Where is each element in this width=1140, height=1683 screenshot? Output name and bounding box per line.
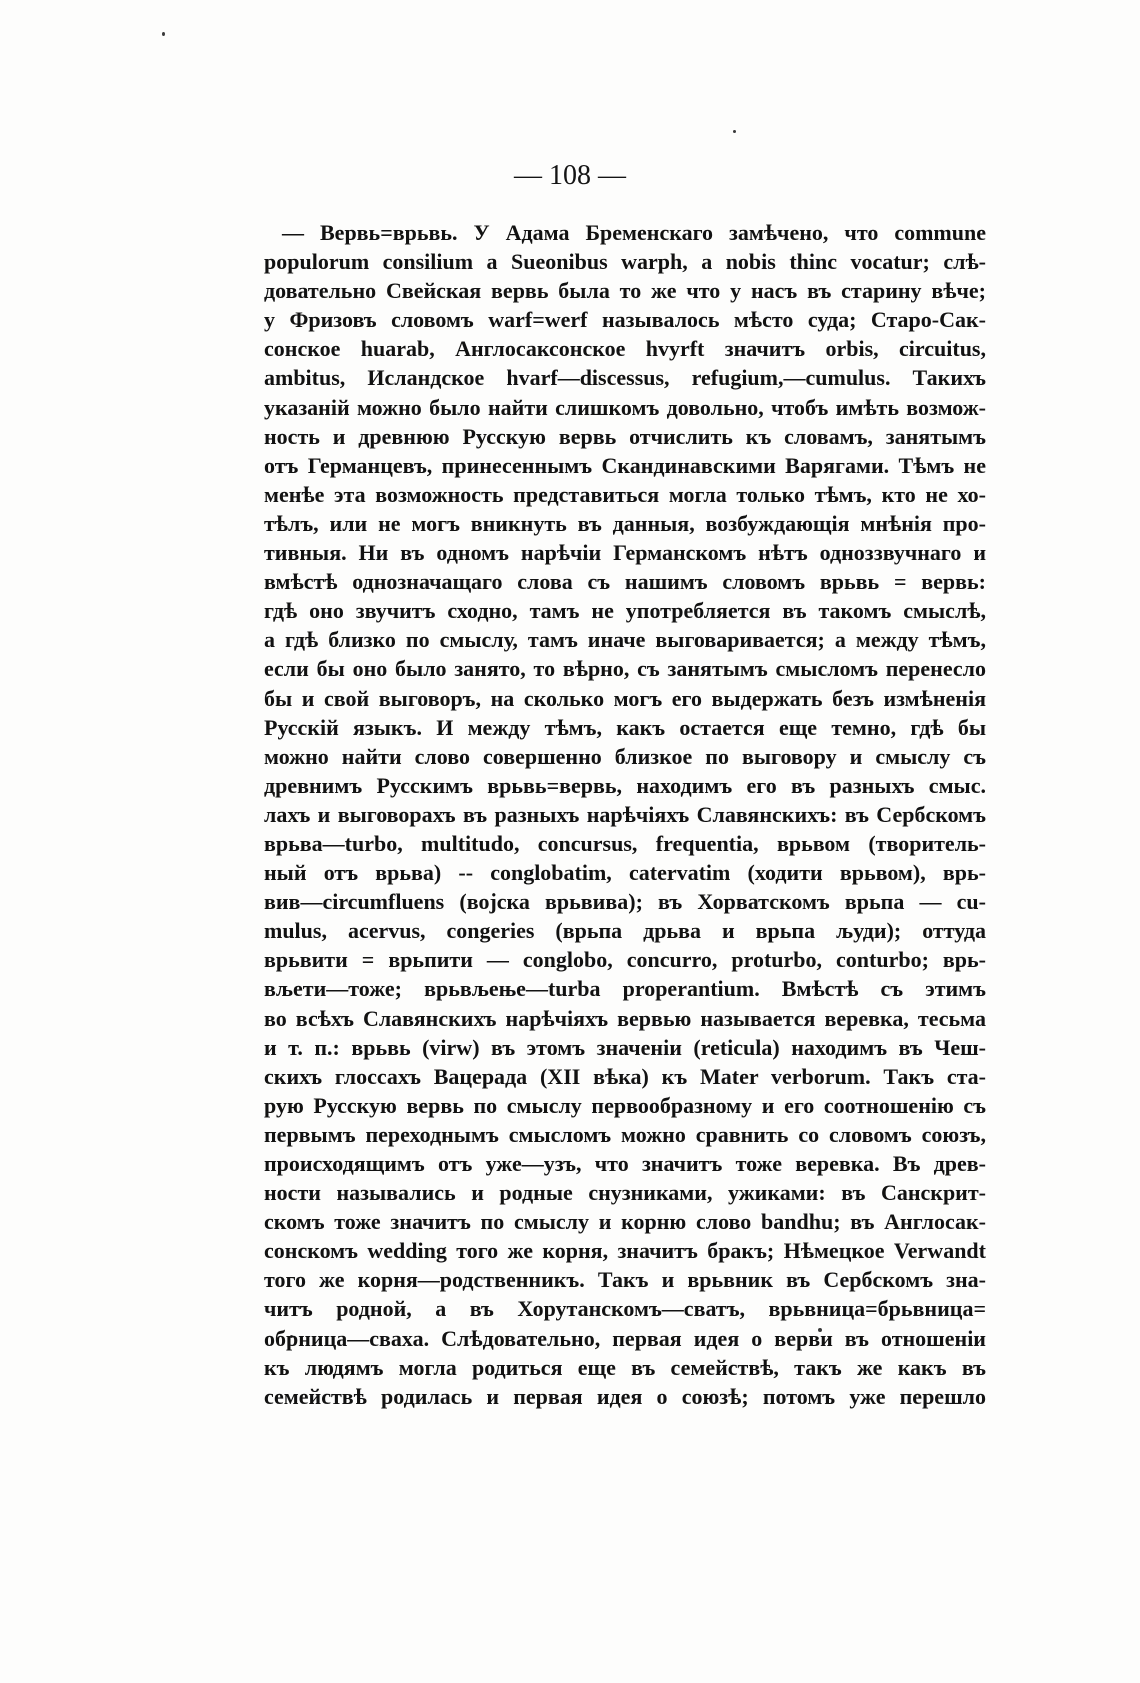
text-line: врьва—turbo, multitudo, concursus, frequentia, врьвом (творитель- [264, 830, 986, 856]
text-line: ность и древнюю Русскую вервь отчислить къ словамъ, занятымъ [264, 423, 986, 449]
text-line: того же корня—родственникъ. Такъ и врьвник въ Сербскомъ зна- [264, 1267, 986, 1293]
text-line: Русскій языкъ. И между тѣмъ, какъ остается еще темно, гдѣ бы [264, 714, 986, 740]
text-line: сонскомъ wedding того же корня, значитъ бракъ; Нѣмецкое Verwandt [264, 1238, 986, 1264]
text-line: у Фризовъ словомъ warf=werf называлось мѣсто суда; Старо-Сак- [264, 307, 986, 333]
text-line: древнимъ Русскимъ врьвь=вервь, находимъ его въ разныхъ смыс. [264, 772, 986, 798]
text-line: семействѣ родилась и первая идея о союзѣ; потомъ уже перешло [264, 1383, 986, 1409]
text-line: вљети—тоже; врьвљење—turba properantium. Вмѣстѣ съ этимъ [264, 976, 986, 1002]
page-number: — 108 — [514, 160, 626, 191]
text-line: происходящимъ отъ уже—узъ, что значитъ тоже веревка. Въ древ- [264, 1151, 986, 1176]
text-line: обрница—сваха. Слѣдовательно, первая идея о верви въ отношеніи [264, 1325, 986, 1351]
text-line: тѣлъ, или не могъ вникнуть въ данныя, возбуждающія мнѣнія про- [264, 510, 986, 536]
text-line: ный отъ врьва) -- conglobatim, catervatim (ходити врьвом), врь- [264, 860, 986, 886]
text-line: тивныя. Ни въ одномъ нарѣчіи Германскомъ нѣтъ одноззвучнаго и [264, 540, 986, 566]
text-line: ambitus, Исландское hvarf—discessus, refugium,—cumulus. Такихъ [264, 365, 986, 391]
text-line: — Вервь=врьвь. У Адама Бременскаго замѣчено, что commune [282, 220, 986, 245]
text-line: къ людямъ могла родиться еще въ семействѣ, такъ же какъ въ [264, 1354, 986, 1380]
text-line: а гдѣ близко по смыслу, тамъ иначе выговаривается; а между тѣмъ, [264, 627, 986, 653]
text-line: скомъ тоже значитъ по смыслу и корню слово bandhu; въ Англосак- [264, 1209, 986, 1235]
text-line: врьвити = врьпити — conglobo, concurro, proturbo, conturbo; врь- [264, 947, 986, 973]
text-line: лахъ и выговорахъ въ разныхъ нарѣчіяхъ Славянскихъ: въ Сербскомъ [264, 801, 986, 827]
text-line: и т. п.: врьвь (virw) въ этомъ значеніи (reticula) находимъ въ Чеш- [264, 1034, 986, 1060]
text-line: бы и свой выговоръ, на сколько могъ его выдержать безъ измѣненія [264, 685, 986, 711]
text-line: менѣе эта возможность представиться могла только тѣмъ, кто не хо- [264, 481, 986, 507]
text-line: если бы оно было занято, то вѣрно, съ занятымъ смысломъ перенесло [264, 656, 986, 682]
text-line: сонское huarab, Англосаксонское hvyrft значитъ orbis, circuitus, [264, 336, 986, 362]
text-line: populorum consilium a Sueonibus warph, a nobis thinc vocatur; слѣ- [264, 249, 986, 275]
page-body-text [264, 218, 986, 1411]
text-line: указаній можно было найти слишкомъ довольно, чтобъ имѣть возмож- [264, 394, 986, 420]
text-line: отъ Германцевъ, принесеннымъ Скандинавскими Варягами. Тѣмъ не [264, 452, 986, 478]
scan-speck [162, 32, 165, 36]
text-line: читъ родной, а въ Хорутанскомъ—сватъ, врьвница=брьвница= [264, 1296, 986, 1322]
text-line: mulus, acervus, congeries (врьпа дрьва и врьпа људи); оттуда [264, 918, 986, 944]
scan-speck [733, 130, 736, 133]
text-line: ности назывались и родные снузниками, ужиками: въ Санскрит- [264, 1180, 986, 1206]
text-line: первымъ переходнымъ смысломъ можно сравнить со словомъ союзъ, [264, 1121, 986, 1147]
text-line: скихъ глоссахъ Вацерада (XII вѣка) къ Mater verborum. Такъ ста- [264, 1063, 986, 1089]
text-line: довательно Свейская вервь была то же что у насъ въ старину вѣче; [264, 278, 986, 304]
text-line: вмѣстѣ однозначащаго слова съ нашимъ словомъ врьвь = вервь: [264, 569, 986, 595]
text-line: вив—circumfluens (војска врьвива); въ Хорватскомъ врьпа — cu- [264, 889, 986, 915]
text-line: можно найти слово совершенно близкое по выговору и смыслу съ [264, 743, 986, 769]
text-line: во всѣхъ Славянскихъ нарѣчіяхъ вервью называется веревка, тесьма [264, 1005, 986, 1031]
text-line: гдѣ оно звучитъ сходно, тамъ не употребляется въ такомъ смыслѣ, [264, 598, 986, 624]
text-line: рую Русскую вервь по смыслу первообразному и его соотношенію съ [264, 1092, 986, 1118]
